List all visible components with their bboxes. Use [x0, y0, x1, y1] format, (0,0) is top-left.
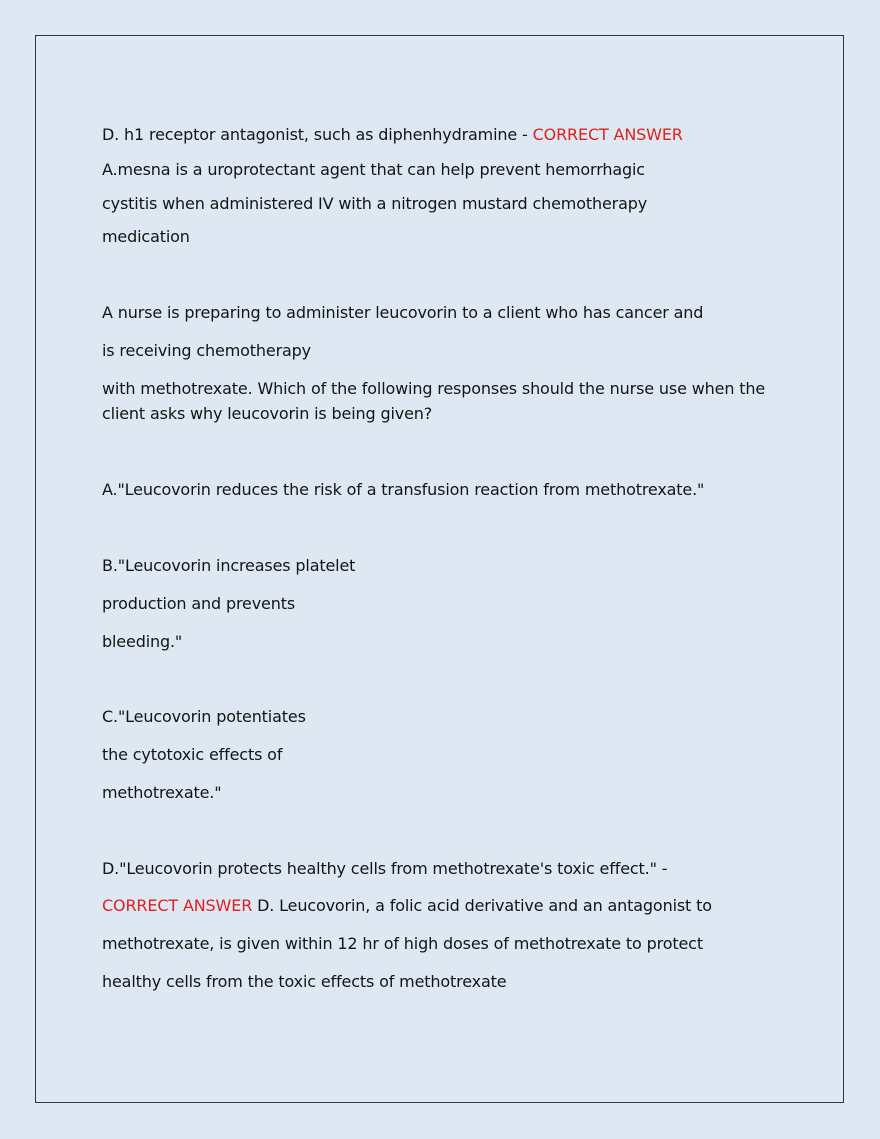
- option-b-line: bleeding.": [102, 632, 183, 651]
- option-d: D."Leucovorin protects healthy cells from methotrexate's toxic effect." -: [102, 859, 668, 878]
- prev-explanation-line: medication: [102, 227, 190, 246]
- correct-answer-label: CORRECT ANSWER: [102, 896, 253, 915]
- question-stem-line: is receiving chemotherapy: [102, 341, 311, 360]
- rationale-line: healthy cells from the toxic effects of methotrexate: [102, 972, 507, 991]
- option-c-line: the cytotoxic effects of: [102, 745, 283, 764]
- option-c-line: C."Leucovorin potentiates: [102, 707, 306, 726]
- option-c-line: methotrexate.": [102, 783, 222, 802]
- prev-answer-choice: D. h1 receptor antagonist, such as diphenhydramine -: [102, 125, 533, 144]
- question-stem-line: client asks why leucovorin is being given?: [102, 404, 433, 423]
- option-a: A."Leucovorin reduces the risk of a transfusion reaction from methotrexate.": [102, 480, 705, 499]
- rationale-text: D. Leucovorin, a folic acid derivative and an antagonist to: [252, 896, 712, 915]
- prev-answer-line: [102, 125, 683, 145]
- rationale-first-line: [102, 896, 712, 916]
- correct-answer-label: CORRECT ANSWER: [532, 125, 683, 144]
- option-b-line: B."Leucovorin increases platelet: [102, 556, 356, 575]
- prev-explanation-line: cystitis when administered IV with a nitrogen mustard chemotherapy: [102, 194, 648, 213]
- option-b-line: production and prevents: [102, 594, 296, 613]
- question-stem-line: with methotrexate. Which of the following responses should the nurse use when the: [102, 379, 766, 398]
- question-stem-line: A nurse is preparing to administer leucovorin to a client who has cancer and: [102, 303, 704, 322]
- rationale-line: methotrexate, is given within 12 hr of high doses of methotrexate to protect: [102, 934, 703, 953]
- prev-explanation-line: A.mesna is a uroprotectant agent that can help prevent hemorrhagic: [102, 160, 645, 179]
